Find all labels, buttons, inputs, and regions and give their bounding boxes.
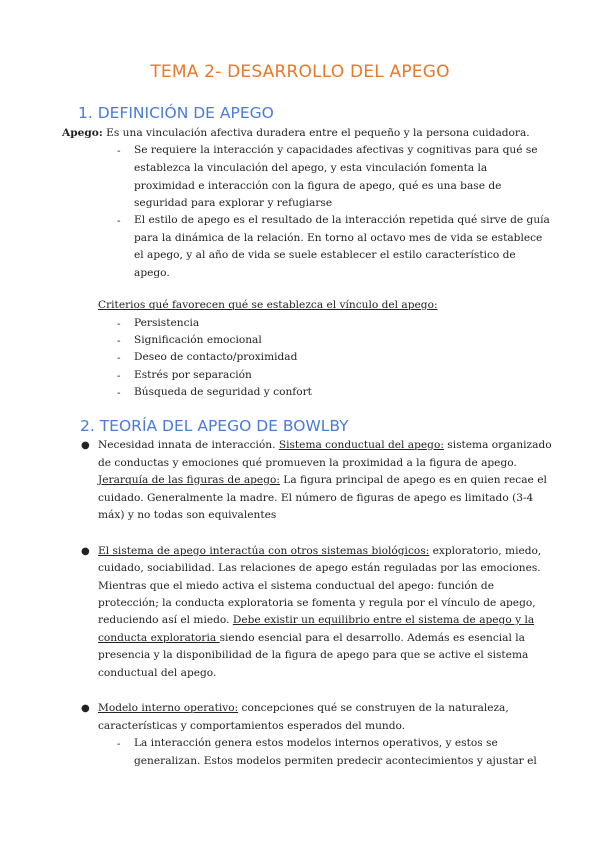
text-run: concepciones qué se construyen de la naturaleza, [238, 702, 509, 714]
bowlby-bullet-2-line-7: presencia y la disponibilidad de la figura de apego para que se active el sistema [98, 649, 529, 661]
underlined-term: El sistema de apego interactúa con otros sistemas biológicos: [98, 545, 430, 557]
underlined-term: Modelo interno operativo: [98, 702, 239, 714]
item2-line-3: el apego, y al año de vida se suele establecer el estilo característico de [134, 249, 516, 261]
text-run: exploratorio, miedo, [429, 545, 542, 557]
bullet-marker: ● [81, 440, 90, 451]
bowlby-bullet-2-line-3: Mientras que el miedo activa el sistema conductual del apego: función de [98, 580, 494, 592]
apego-label: Apego: [62, 127, 103, 139]
criteria-item: Persistencia [134, 317, 200, 329]
bowlby-bullet-1-line-2: de conductas y emociones qué promueven la proximidad a la figura de apego. [98, 457, 517, 469]
dash-marker: - [117, 738, 121, 750]
bowlby-bullet-1-line-4: cuidado. Generalmente la madre. El número de figuras de apego es limitado (3-4 [98, 492, 534, 504]
underlined-term: Debe existir un equilibrio entre el sistema de apego y la [232, 614, 535, 626]
item1-line-3: proximidad e interacción con la figura de apego, qué es una base de [134, 180, 502, 192]
item1-line-4: seguridad para explorar y refugiarse [134, 197, 333, 209]
text-run: reduciendo así el miedo. [98, 614, 233, 626]
item2-line-4: apego. [134, 267, 170, 279]
bullet-marker: ● [81, 546, 90, 557]
underlined-term: Sistema conductual del apego: [278, 439, 444, 451]
bowlby-bullet-2-line-5 [98, 615, 534, 626]
dash-marker: - [117, 318, 121, 330]
bowlby-subitem-line-2: generalizan. Estos modelos permiten predecir acontecimientos y ajustar el [134, 755, 537, 767]
bowlby-bullet-2-line-6 [98, 633, 525, 644]
dash-marker: - [117, 335, 121, 347]
section-1-heading: 1. DEFINICIÓN DE APEGO [78, 104, 274, 122]
item1-line-2: establezca la vinculación del apego, y esta vinculación fomenta la [134, 162, 488, 174]
bowlby-bullet-2-line-1 [98, 546, 541, 557]
bowlby-bullet-2-line-2: cuidado, sociabilidad. Las relaciones de apego están reguladas por las emociones. [98, 562, 541, 574]
text-run: La figura principal de apego es en quien recae el [279, 474, 547, 486]
text-run: siendo esencial para el desarrollo. Además es esencial la [219, 632, 525, 644]
bowlby-bullet-2-line-4: protección; la conducta exploratoria se fomenta y regula por el vínculo de apego, [98, 597, 536, 609]
dash-marker: - [117, 145, 121, 157]
dash-marker: - [117, 215, 121, 227]
bowlby-bullet-2-line-8: conductual del apego. [98, 667, 217, 679]
text-run: Necesidad innata de interacción. [98, 439, 279, 451]
item2-line-1: El estilo de apego es el resultado de la interacción repetida qué sirve de guía [134, 214, 550, 226]
dash-marker: - [117, 352, 121, 364]
criteria-item: Significación emocional [134, 334, 262, 346]
item1-line-1: Se requiere la interacción y capacidades afectivas y cognitivas para qué se [134, 144, 538, 156]
text-run: sistema organizado [443, 439, 552, 451]
document-title: TEMA 2- DESARROLLO DEL APEGO [150, 62, 450, 82]
criteria-item: Búsqueda de seguridad y confort [134, 386, 312, 398]
section-2-heading: 2. TEORÍA DEL APEGO DE BOWLBY [80, 417, 349, 435]
bullet-marker: ● [81, 703, 90, 714]
dash-marker: - [117, 370, 121, 382]
dash-marker: - [117, 387, 121, 399]
criteria-item: Estrés por separación [134, 369, 252, 381]
bowlby-bullet-3-line-1 [98, 703, 509, 714]
criteria-heading: Criterios qué favorecen qué se establezca el vínculo del apego: [98, 299, 438, 311]
bowlby-subitem-line-1: La interacción genera estos modelos internos operativos, y estos se [134, 737, 498, 749]
criteria-item: Deseo de contacto/proximidad [134, 351, 298, 363]
bowlby-bullet-1-line-3 [98, 475, 547, 486]
apego-text: Es una vinculación afectiva duradera entre el pequeño y la persona cuidadora. [106, 127, 530, 139]
underlined-term: Jerarquía de las figuras de apego: [98, 474, 280, 486]
item2-line-2: para la dinámica de la relación. En torno al octavo mes de vida se establece [134, 232, 543, 244]
bowlby-bullet-1-line-1 [98, 440, 552, 451]
bowlby-bullet-3-line-2: características y comportamientos esperados del mundo. [98, 720, 406, 732]
underlined-term: conducta exploratoria [98, 632, 220, 644]
bowlby-bullet-1-line-5: máx) y no todas son equivalentes [98, 509, 277, 521]
apego-definition [62, 128, 530, 139]
